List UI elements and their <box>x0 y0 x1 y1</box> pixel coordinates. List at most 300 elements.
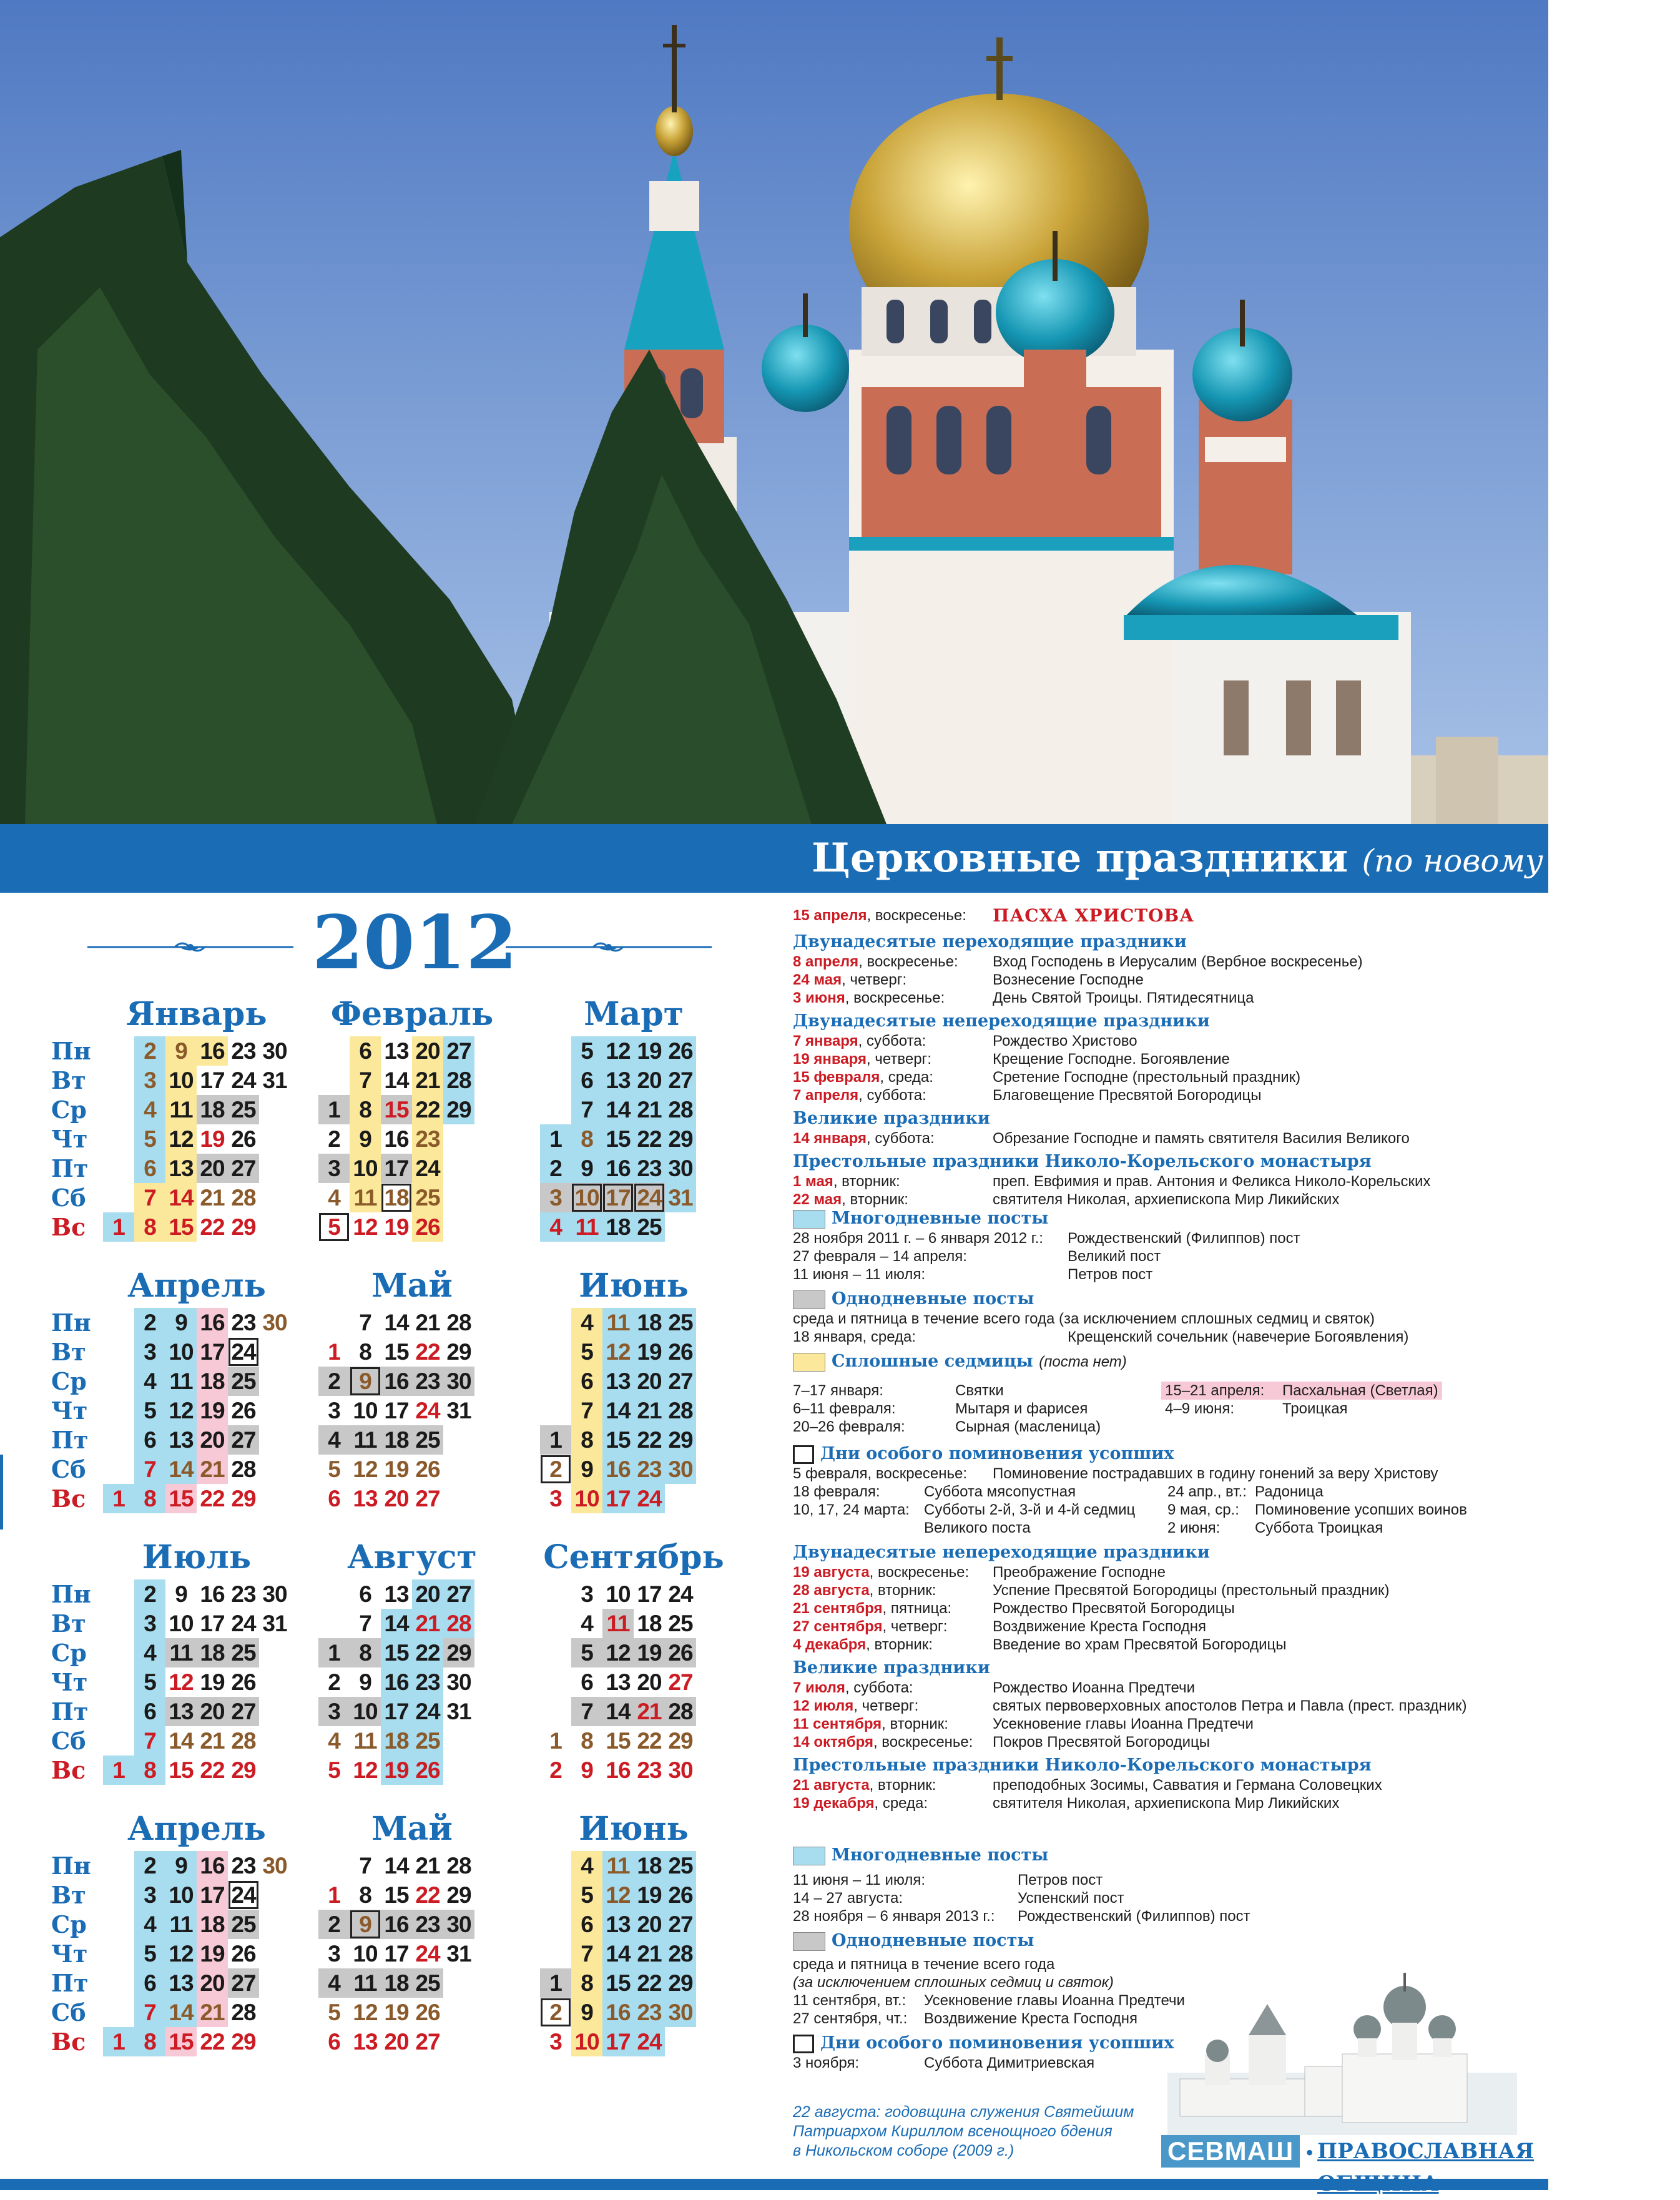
day-cell: 21 <box>412 1066 443 1095</box>
day-cell: 29 <box>446 1882 471 1908</box>
day-cell: 16 <box>197 1851 228 1880</box>
day-label: Ср <box>51 1367 87 1395</box>
memorial-title: Дни особого поминовения усопших <box>820 2033 1174 2053</box>
holiday-weekday: , четверг: <box>853 1697 919 1714</box>
holiday-row <box>793 989 1523 1007</box>
day-cell: 17 <box>384 1398 409 1423</box>
day-cell: 31 <box>446 1398 471 1423</box>
day-cell: 14 <box>165 1183 197 1212</box>
day-cell: 23 <box>412 1910 443 1939</box>
section-title: Престольные праздники Николо-Корельского монастыря <box>793 1152 1372 1171</box>
day-cell: 16 <box>606 1757 631 1783</box>
day-cell: 30 <box>668 1757 693 1783</box>
fast-desc: Крещенский сочельник (навечерие Богоявления) <box>1068 1328 1409 1345</box>
day-label: Вт <box>51 1609 86 1638</box>
day-cell: 9 <box>175 1581 187 1607</box>
day-cell: 15 <box>381 1095 412 1124</box>
day-cell: 9 <box>350 1910 381 1939</box>
day-cell: 30 <box>262 1853 287 1878</box>
day-cell: 22 <box>412 1638 443 1667</box>
holiday-name: преподобных Зосимы, Савватия и Германа Соловецких <box>993 1777 1382 1794</box>
day-cell: 5 <box>134 1667 165 1697</box>
holiday-weekday: , суббота: <box>867 1130 935 1147</box>
day-cell: 2 <box>318 1367 350 1396</box>
solid-date: 4–9 июня: <box>1165 1400 1235 1417</box>
day-cell: 19 <box>200 1126 225 1152</box>
day-cell: 24 <box>634 2027 665 2056</box>
day-cell: 8 <box>134 1756 165 1785</box>
holiday-weekday: , четверг: <box>882 1618 948 1635</box>
day-cell: 14 <box>602 1697 634 1726</box>
day-cell: 5 <box>328 1757 340 1783</box>
day-cell: 17 <box>197 1880 228 1910</box>
month-days-grid <box>103 1036 290 1242</box>
day-cell: 29 <box>665 1124 696 1154</box>
day-cell: 30 <box>665 1455 696 1484</box>
day-cell: 4 <box>581 1611 593 1636</box>
day-cell: 26 <box>231 1398 256 1423</box>
day-cell: 17 <box>637 1581 662 1607</box>
holiday-row <box>793 1636 1523 1654</box>
day-cell: 20 <box>197 1697 228 1726</box>
oneday-fast-title: Однодневные посты <box>832 1931 1034 1950</box>
day-cell: 8 <box>359 1882 371 1908</box>
day-cell: 26 <box>412 1212 443 1242</box>
fast-date: 28 ноября – 6 января 2013 г.: <box>793 1908 995 1925</box>
day-cell: 13 <box>602 1910 634 1939</box>
banner-subtitle: (по новому стилю) <box>1362 843 1680 879</box>
day-cell: 19 <box>634 1036 665 1066</box>
day-cell: 2 <box>540 1998 571 2027</box>
day-cell: 4 <box>318 1968 350 1998</box>
day-cell: 27 <box>665 1367 696 1396</box>
anniversary-note <box>793 2103 1155 2161</box>
day-cell: 22 <box>634 1124 665 1154</box>
day-cell: 11 <box>602 1609 634 1638</box>
day-cell: 3 <box>581 1581 593 1607</box>
day-cell: 11 <box>165 1367 197 1396</box>
day-cell: 1 <box>549 1728 562 1754</box>
day-cell: 11 <box>602 1308 634 1337</box>
oneday-fast-rule: среда и пятница в течение всего года <box>793 1956 1055 1973</box>
day-cell: 17 <box>200 1068 225 1093</box>
day-cell: 20 <box>412 1036 443 1066</box>
day-cell: 24 <box>415 1941 440 1967</box>
day-cell: 16 <box>602 1455 634 1484</box>
day-cell: 27 <box>415 2029 440 2055</box>
day-cell: 30 <box>262 1581 287 1607</box>
day-cell: 27 <box>665 1066 696 1095</box>
banner-title <box>812 832 1680 888</box>
day-cell: 11 <box>571 1212 602 1242</box>
day-cell: 30 <box>446 1669 471 1695</box>
holiday-name: Рождество Христово <box>993 1033 1137 1049</box>
holiday-date: 27 сентября <box>793 1618 883 1635</box>
holiday-weekday: , среда: <box>880 1069 933 1086</box>
day-cell: 5 <box>134 1939 165 1968</box>
day-cell: 21 <box>415 1853 440 1878</box>
day-cell: 11 <box>350 1968 381 1998</box>
multiday-fast-title: Многодневные посты <box>832 1845 1049 1865</box>
day-cell: 20 <box>384 2029 409 2055</box>
note-line: Патриархом Кириллом всенощного бдения <box>793 2123 1113 2140</box>
solid-week-title: Сплошные седмицы <box>832 1352 1033 1371</box>
day-cell: 14 <box>384 1853 409 1878</box>
day-cell: 7 <box>359 1310 371 1335</box>
day-cell: 7 <box>134 1726 165 1756</box>
day-cell: 29 <box>231 2029 256 2055</box>
sevmash-logo: СЕВМАШ <box>1161 2135 1300 2168</box>
holiday-date: 11 сентября <box>793 1716 882 1732</box>
holiday-row <box>793 971 1523 989</box>
day-cell: 14 <box>169 1728 194 1754</box>
day-cell: 26 <box>415 2000 440 2025</box>
memorial-day-swatch <box>793 2035 814 2053</box>
holiday-weekday: , вторник: <box>882 1716 948 1732</box>
holiday-weekday: , вторник: <box>842 1191 908 1208</box>
day-cell: 10 <box>571 1484 602 1513</box>
day-cell: 17 <box>602 2027 634 2056</box>
day-cell: 25 <box>668 1611 693 1636</box>
day-cell: 31 <box>262 1068 287 1093</box>
day-cell: 2 <box>540 1154 571 1183</box>
holiday-name: святителя Николая, архиепископа Мир Ликийских <box>993 1191 1340 1208</box>
day-cell: 29 <box>665 1425 696 1455</box>
day-cell: 24 <box>228 1337 259 1367</box>
day-cell: 3 <box>540 1183 571 1212</box>
day-cell: 11 <box>350 1183 381 1212</box>
day-cell: 15 <box>384 1339 409 1365</box>
day-cell: 16 <box>381 1367 412 1396</box>
day-cell: 20 <box>634 1367 665 1396</box>
left-edge-mark <box>0 1455 3 1530</box>
day-cell: 6 <box>350 1036 381 1066</box>
day-cell: 20 <box>634 1066 665 1095</box>
month-block <box>318 1536 506 1829</box>
holiday-name: Крещение Господне. Богоявление <box>993 1051 1230 1068</box>
day-cell: 2 <box>328 1126 340 1152</box>
day-cell: 17 <box>384 1941 409 1967</box>
note-line: 22 августа: годовщина служения Святейшим <box>793 2103 1134 2121</box>
holiday-name: Преображение Господне <box>993 1564 1166 1581</box>
day-cell: 10 <box>165 1337 197 1367</box>
multiday-fast-swatch <box>793 1847 825 1865</box>
memorial-desc: Суббота мясопустная <box>924 1483 1076 1500</box>
holiday-date: 21 сентября <box>793 1600 883 1617</box>
day-cell: 20 <box>384 1486 409 1511</box>
day-cell: 26 <box>231 1669 256 1695</box>
day-cell: 22 <box>200 2029 225 2055</box>
day-cell: 26 <box>665 1638 696 1667</box>
month-name: Апрель <box>127 1810 266 1848</box>
fast-desc: Рождественский (Филиппов) пост <box>1018 1908 1250 1925</box>
solid-desc: Святки <box>955 1382 1004 1399</box>
day-label: Ср <box>51 1910 87 1938</box>
holiday-name: Усекновение главы Иоанна Предтечи <box>993 1716 1254 1732</box>
day-cell: 14 <box>381 1609 412 1638</box>
memorial-title: Дни особого поминовения усопших <box>820 1444 1174 1463</box>
month-days-grid <box>103 1579 290 1785</box>
day-cell: 19 <box>197 1939 228 1968</box>
day-cell: 13 <box>165 1425 197 1455</box>
day-cell: 17 <box>381 1154 412 1183</box>
day-label: Сб <box>51 1727 86 1755</box>
day-cell: 22 <box>634 1968 665 1998</box>
day-cell: 12 <box>353 2000 378 2025</box>
day-cell: 9 <box>359 1669 371 1695</box>
day-cell: 15 <box>606 1728 631 1754</box>
holiday-date: 15 февраля <box>793 1069 880 1086</box>
day-cell: 16 <box>381 1667 412 1697</box>
day-cell: 25 <box>412 1183 443 1212</box>
day-cell: 18 <box>634 1308 665 1337</box>
month-days-grid <box>318 1308 506 1513</box>
day-cell: 8 <box>359 1339 371 1365</box>
day-cell: 28 <box>443 1066 474 1095</box>
day-cell: 2 <box>318 1910 350 1939</box>
memorial-desc: Поминовение пострадавших в годину гонений за веру Христову <box>993 1465 1438 1482</box>
day-cell: 25 <box>665 1851 696 1880</box>
separator-dot: • <box>1306 2141 1314 2164</box>
day-cell: 26 <box>665 1880 696 1910</box>
day-cell: 10 <box>353 1941 378 1967</box>
month-block <box>540 1264 727 1558</box>
day-cell: 11 <box>350 1425 381 1455</box>
holiday-row <box>793 1715 1523 1733</box>
day-cell: 3 <box>328 1398 340 1423</box>
day-cell: 12 <box>353 1757 378 1783</box>
day-cell: 6 <box>328 1486 340 1511</box>
day-label: Пт <box>51 1697 89 1726</box>
fast-desc: Усекновение главы Иоанна Предтечи <box>924 1992 1185 2009</box>
solid-week-swatch <box>793 1353 825 1372</box>
day-cell: 29 <box>231 1486 256 1511</box>
memorial-desc: Суббота Троицкая <box>1255 1520 1383 1536</box>
holiday-weekday: , вторник: <box>866 1636 933 1653</box>
day-cell: 18 <box>381 1183 412 1212</box>
day-cell: 25 <box>634 1212 665 1242</box>
day-cell: 21 <box>200 1728 225 1754</box>
day-cell: 9 <box>350 1367 381 1396</box>
day-cell: 21 <box>634 1939 665 1968</box>
month-days-grid <box>540 1851 727 2056</box>
holiday-date: 7 января <box>793 1033 858 1049</box>
month-days-grid <box>540 1579 727 1785</box>
day-cell: 18 <box>602 1212 634 1242</box>
holiday-name: Воздвижение Креста Господня <box>993 1618 1207 1635</box>
day-cell: 20 <box>634 1910 665 1939</box>
holiday-row <box>793 1679 1523 1697</box>
holiday-weekday: , воскресенье: <box>858 953 958 970</box>
day-cell: 5 <box>134 1396 165 1425</box>
day-label: Чт <box>51 1668 88 1696</box>
day-cell: 15 <box>381 1638 412 1667</box>
day-cell: 6 <box>571 1066 602 1095</box>
easter-line <box>793 906 1523 925</box>
day-cell: 8 <box>134 1212 165 1242</box>
fast-desc: Рождественский (Филиппов) пост <box>1068 1230 1300 1247</box>
month-block <box>318 1807 506 2101</box>
day-cell: 13 <box>384 1581 409 1607</box>
holiday-date: 14 января <box>793 1130 867 1147</box>
day-cell: 5 <box>328 1456 340 1482</box>
fast-desc: Петров пост <box>1068 1266 1153 1283</box>
day-cell: 22 <box>412 1095 443 1124</box>
day-cell: 16 <box>602 1998 634 2027</box>
easter-name: ПАСХА ХРИСТОВА <box>993 905 1195 926</box>
day-label-column <box>51 1036 95 1242</box>
fast-date: 27 февраля – 14 апреля: <box>793 1248 967 1265</box>
day-cell: 23 <box>637 1757 662 1783</box>
day-cell: 31 <box>446 1941 471 1967</box>
day-label: Сб <box>51 1455 86 1483</box>
month-name: Август <box>347 1538 477 1576</box>
day-cell: 7 <box>134 1183 165 1212</box>
section-title: Двунадесятые непереходящие праздники <box>793 1011 1210 1031</box>
day-label: Вс <box>51 2028 86 2056</box>
day-cell: 12 <box>165 1124 197 1154</box>
day-cell: 3 <box>318 1154 350 1183</box>
day-cell: 8 <box>571 1425 602 1455</box>
year-header <box>87 899 712 986</box>
section-title: Двунадесятые непереходящие праздники <box>793 1543 1210 1562</box>
day-cell: 10 <box>165 1880 197 1910</box>
fast-date: 11 июня – 11 июля: <box>793 1266 926 1283</box>
holiday-row <box>793 1794 1523 1812</box>
day-cell: 8 <box>134 1484 165 1513</box>
month-days-grid <box>103 1851 290 2056</box>
month-name: Февраль <box>330 995 494 1033</box>
day-label: Пт <box>51 1154 89 1182</box>
holiday-name: святых первоверховных апостолов Петра и Павла (прест. праздник) <box>993 1697 1467 1714</box>
day-cell: 6 <box>134 1968 165 1998</box>
day-cell: 15 <box>165 1212 197 1242</box>
day-cell: 9 <box>350 1124 381 1154</box>
memorial-date: 9 мая, ср.: <box>1167 1501 1239 1518</box>
day-cell: 5 <box>134 1124 165 1154</box>
day-cell: 22 <box>200 1214 225 1240</box>
day-cell: 28 <box>443 1609 474 1638</box>
day-cell: 7 <box>359 1853 371 1878</box>
day-cell: 18 <box>634 1851 665 1880</box>
solid-desc: Сырная (масленица) <box>955 1418 1101 1435</box>
day-cell: 3 <box>549 2029 562 2055</box>
day-label-column <box>51 1851 95 2056</box>
day-cell: 16 <box>381 1910 412 1939</box>
day-label: Чт <box>51 1397 88 1425</box>
day-cell: 27 <box>443 1036 474 1066</box>
fast-desc: Успенский пост <box>1018 1890 1124 1907</box>
day-cell: 7 <box>350 1066 381 1095</box>
day-cell: 1 <box>103 1756 134 1785</box>
day-cell: 28 <box>665 1939 696 1968</box>
day-cell: 27 <box>228 1697 259 1726</box>
day-cell: 29 <box>443 1095 474 1124</box>
day-label: Пн <box>51 1309 91 1337</box>
day-cell: 10 <box>606 1581 631 1607</box>
day-cell: 31 <box>665 1183 696 1212</box>
day-cell: 17 <box>602 1484 634 1513</box>
oneday-fast-rule: среда и пятница в течение всего года (за исключением сплошных седмиц и святок) <box>793 1310 1375 1327</box>
holiday-name: Вход Господень в Иерусалим (Вербное воскресенье) <box>993 953 1363 970</box>
day-cell: 26 <box>665 1036 696 1066</box>
oneday-fast-title: Однодневные посты <box>832 1289 1034 1309</box>
memorial-date: 18 февраля: <box>793 1483 880 1500</box>
day-cell: 4 <box>134 1095 165 1124</box>
day-cell: 1 <box>103 2027 134 2056</box>
holiday-weekday: , воскресенье: <box>845 990 945 1006</box>
day-cell: 9 <box>165 1036 197 1066</box>
day-cell: 9 <box>571 1998 602 2027</box>
holiday-row <box>793 1068 1523 1086</box>
day-label: Сб <box>51 1998 86 2026</box>
day-cell: 10 <box>350 1697 381 1726</box>
day-cell: 11 <box>165 1638 197 1667</box>
day-cell: 14 <box>602 1095 634 1124</box>
day-label: Вс <box>51 1213 86 1241</box>
month-block <box>540 993 727 1286</box>
day-cell: 30 <box>262 1310 287 1335</box>
day-cell: 13 <box>606 1669 631 1695</box>
day-cell: 4 <box>540 1212 571 1242</box>
day-cell: 19 <box>384 1214 409 1240</box>
holiday-date: 24 мая <box>793 971 842 988</box>
holiday-date: 14 октября <box>793 1734 873 1751</box>
section-title: Великие праздники <box>793 1658 990 1677</box>
day-cell: 6 <box>328 2029 340 2055</box>
day-cell: 5 <box>571 1638 602 1667</box>
day-cell: 8 <box>350 1638 381 1667</box>
holiday-row <box>793 1599 1523 1618</box>
holiday-date: 7 апреля <box>793 1087 859 1104</box>
day-cell: 27 <box>228 1968 259 1998</box>
day-cell: 28 <box>231 1185 256 1210</box>
day-cell: 14 <box>165 1455 197 1484</box>
day-cell: 16 <box>197 1308 228 1337</box>
day-cell: 23 <box>634 1455 665 1484</box>
solid-desc: Пасхальная (Светлая) <box>1282 1382 1438 1399</box>
day-cell: 1 <box>103 1484 134 1513</box>
day-label: Пт <box>51 1426 89 1454</box>
holiday-date: 19 декабря <box>793 1795 875 1812</box>
day-cell: 28 <box>665 1697 696 1726</box>
day-cell: 24 <box>231 1611 256 1636</box>
memorial-desc: Суббота Димитриевская <box>924 2055 1095 2071</box>
holiday-row <box>793 1697 1523 1715</box>
day-cell: 18 <box>381 1425 412 1455</box>
holiday-name: Покров Пресвятой Богородицы <box>993 1734 1211 1751</box>
holiday-name: День Святой Троицы. Пятидесятница <box>993 990 1254 1006</box>
day-cell: 29 <box>668 1728 693 1754</box>
day-cell: 7 <box>134 1455 165 1484</box>
day-cell: 27 <box>228 1425 259 1455</box>
day-cell: 19 <box>200 1669 225 1695</box>
holiday-row <box>793 1563 1523 1581</box>
day-cell: 15 <box>602 1124 634 1154</box>
solid-date: 6–11 февраля: <box>793 1400 896 1417</box>
day-cell: 17 <box>602 1183 634 1212</box>
day-cell: 1 <box>540 1425 571 1455</box>
day-cell: 8 <box>571 1124 602 1154</box>
day-cell: 23 <box>231 1853 256 1878</box>
day-cell: 8 <box>134 2027 165 2056</box>
day-cell: 28 <box>665 1095 696 1124</box>
day-cell: 4 <box>134 1910 165 1939</box>
day-cell: 10 <box>350 1154 381 1183</box>
day-cell: 28 <box>446 1310 471 1335</box>
day-cell: 17 <box>197 1337 228 1367</box>
day-cell: 13 <box>353 2029 378 2055</box>
